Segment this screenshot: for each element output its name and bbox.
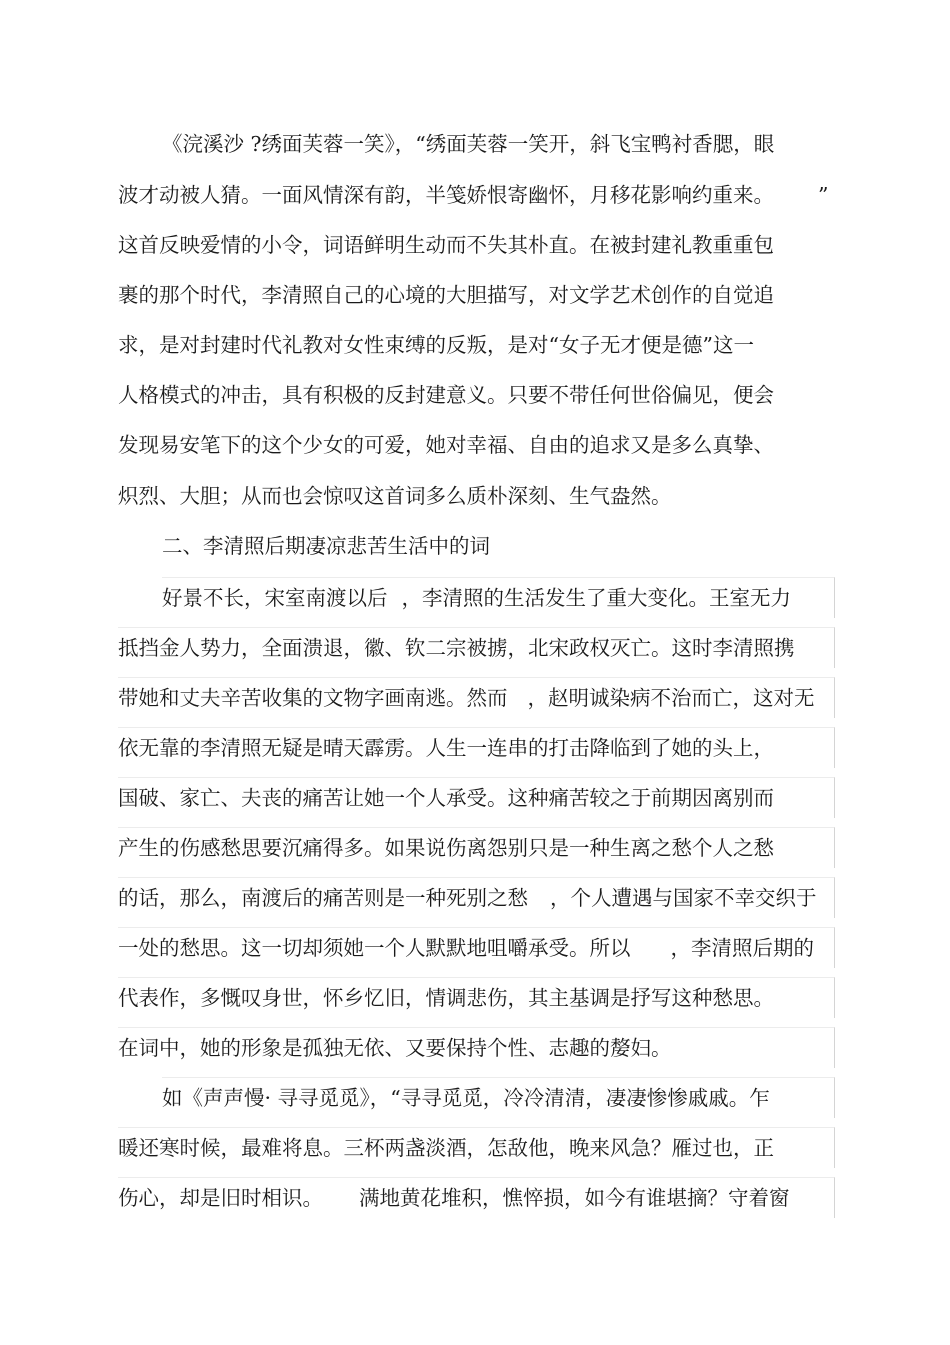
text-line-segment: 如《声声慢· 寻寻觅觅》，“寻寻觅觅，冷冷清清，凄凄惨惨戚戚。乍 xyxy=(162,1086,770,1110)
text-line xyxy=(118,977,835,1018)
text-line-segment: 代表作，多慨叹身世，怀乡忆旧，情调悲伤，其主基调是抒写这种愁思。 xyxy=(118,986,774,1010)
text-line xyxy=(118,677,835,718)
text-line-segment: 满地黄花堆积，憔悴损，如今有谁堪摘？守着窗 xyxy=(359,1186,790,1210)
text-line xyxy=(118,727,835,768)
text-line: 炽烈、大胆；从而也会惊叹这首词多么质朴深刻、生气盎然。 xyxy=(118,484,672,508)
text-line-segment: 带她和丈夫辛苦收集的文物字画南逃。然而 xyxy=(118,686,508,710)
text-line: 裹的那个时代，李清照自己的心境的大胆描写，对文学艺术创作的自觉追 xyxy=(118,283,774,307)
text-line-segment: 一处的愁思。这一切却须她一个人默默地咀嚼承受。所以 xyxy=(118,936,631,960)
text-line-segment: 的话，那么，南渡后的痛苦则是一种死别之愁 xyxy=(118,886,528,910)
text-line-segment: ，李清照后期的 xyxy=(670,936,814,960)
text-line xyxy=(118,777,835,818)
text-line: 《浣溪沙 ?绣面芙蓉一笑》，“绣面芙蓉一笑开，斜飞宝鸭衬香腮，眼 xyxy=(162,132,775,156)
text-line-segment: 产生的伤感愁思要沉痛得多。如果说伤离怨别只是一种生离之愁个人之愁 xyxy=(118,836,774,860)
text-line-segment: ，个人遭遇与国家不幸交织于 xyxy=(550,886,817,910)
text-line xyxy=(162,577,835,618)
text-line xyxy=(118,827,835,868)
text-line-segment: 国破、家亡、夫丧的痛苦让她一个人承受。这种痛苦较之于前期因离别而 xyxy=(118,786,774,810)
closing-quote: ” xyxy=(818,183,829,207)
text-line: 人格模式的冲击，具有积极的反封建意义。只要不带任何世俗偏见，便会 xyxy=(118,383,774,407)
text-line xyxy=(118,1177,835,1218)
text-line: 发现易安笔下的这个少女的可爱，她对幸福、自由的追求又是多么真挚、 xyxy=(118,433,774,457)
text-line xyxy=(118,175,834,215)
text-line: 求，是对封建时代礼教对女性束缚的反叛，是对“女子无才便是德”这一 xyxy=(118,333,754,357)
text-line-segment: 抵挡金人势力，全面溃退，徽、钦二宗被掳，北宋政权灭亡。这时李清照携 xyxy=(118,636,795,660)
text-line-segment: ，赵明诚染病不治而亡，这对无 xyxy=(527,686,815,710)
text-line-segment: ，李清照的生活发生了重大变化。王室无力 xyxy=(401,586,791,610)
text-line xyxy=(118,927,835,968)
text-line-segment: 波才动被人猜。一面风情深有韵，半笺娇恨寄幽怀，月移花影响约重来。 xyxy=(118,183,774,207)
text-line-segment: 暖还寒时候，最难将息。三杯两盏淡酒，怎敌他，晚来风急？雁过也，正 xyxy=(118,1136,774,1160)
text-line-segment: 依无靠的李清照无疑是晴天霹雳。人生一连串的打击降临到了她的头上， xyxy=(118,736,774,760)
text-line xyxy=(118,627,835,668)
text-line-segment: 在词中，她的形象是孤独无依、又要保持个性、志趣的嫠妇。 xyxy=(118,1036,672,1060)
text-line xyxy=(118,877,835,918)
text-line-segment: 好景不长，宋室南渡以后 xyxy=(162,586,388,610)
text-line: 这首反映爱情的小令，词语鲜明生动而不失其朴直。在被封建礼教重重包 xyxy=(118,233,774,257)
section-heading: 二、李清照后期凄凉悲苦生活中的词 xyxy=(162,534,490,558)
text-line xyxy=(162,1077,835,1118)
text-line-segment: 伤心，却是旧时相识。 xyxy=(118,1186,323,1210)
text-line xyxy=(118,1127,835,1168)
text-line xyxy=(118,1027,835,1068)
